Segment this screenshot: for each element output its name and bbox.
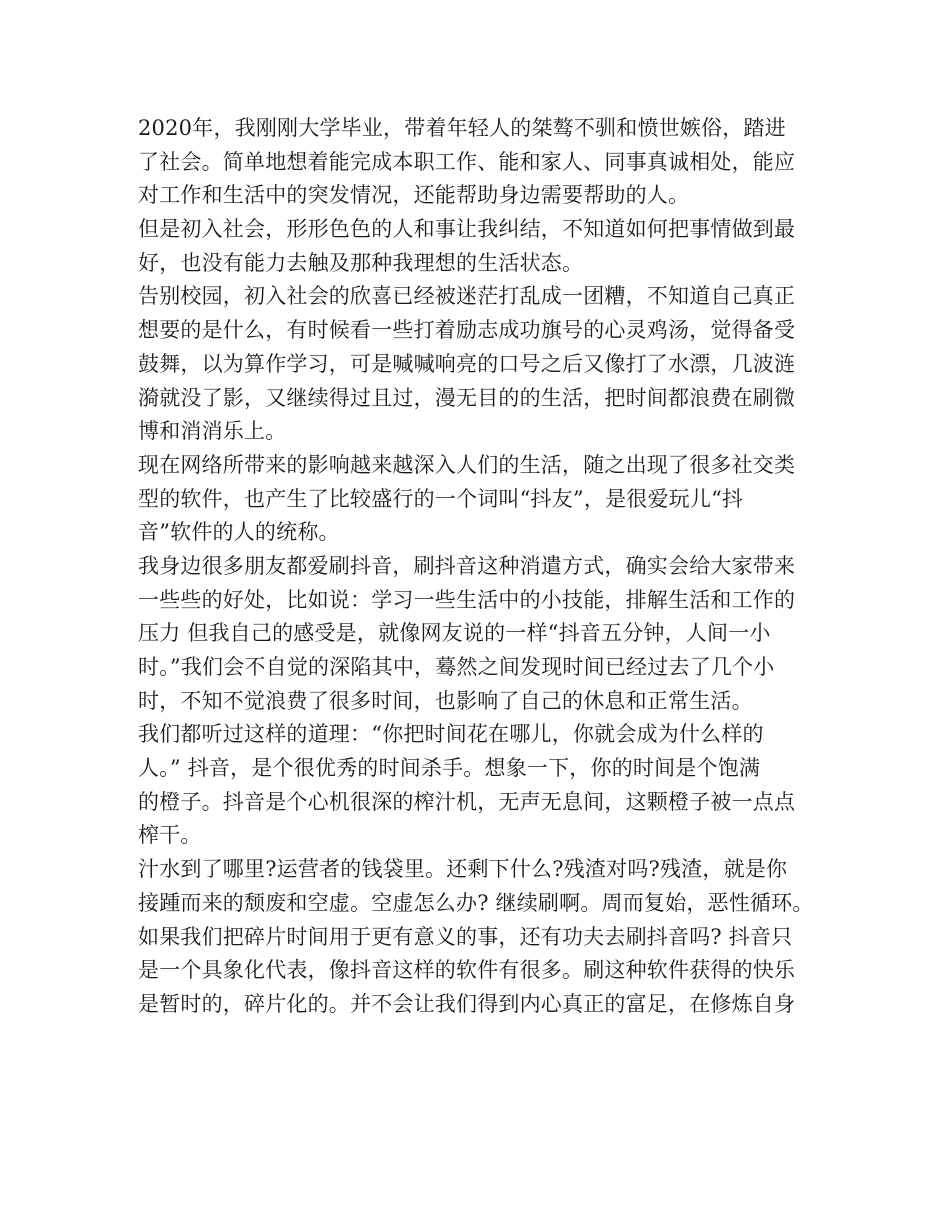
text-line: 接踵而来的颓废和空虚。空虚怎么办? 继续刷啊。周而复始，恶性循环。	[138, 890, 814, 915]
text-line: 时。”我们会不自觉的深陷其中，蓦然之间发现时间已经过去了几个小	[138, 655, 775, 679]
text-line: 汁水到了哪里?运营者的钱袋里。还剩下什么?残渣对吗?残渣，就是你	[138, 857, 788, 882]
text-line: 现在网络所带来的影响越来越深入人们的生活，随之出现了很多社交类	[138, 452, 796, 477]
text-line: 漪就没了影，又继续得过且过，漫无目的的生活，把时间都浪费在刷微	[138, 385, 796, 410]
text-line: 告别校园，初入社会的欣喜已经被迷茫打乱成一团糟，不知道自己真正	[138, 284, 796, 309]
text-line: 榨干。	[138, 823, 202, 848]
text-line: 了社会。简单地想着能完成本职工作、能和家人、同事真诚相处，能应	[138, 149, 796, 174]
text-line: 如果我们把碎片时间用于更有意义的事，还有功夫去刷抖音吗? 抖音只	[138, 924, 793, 949]
text-line: 时，不知不觉浪费了很多时间，也影响了自己的休息和正常生活。	[138, 688, 753, 713]
article-body	[138, 112, 828, 1022]
text-line: 一些些的好处，比如说：学习一些生活中的小技能，排解生活和工作的	[138, 587, 796, 612]
text-line: 对工作和生活中的突发情况，还能帮助身边需要帮助的人。	[138, 183, 690, 208]
text-line: 是一个具象化代表，像抖音这样的软件有很多。刷这种软件获得的快乐	[138, 958, 796, 983]
text-line: 想要的是什么，有时候看一些打着励志成功旗号的心灵鸡汤，觉得备受	[138, 318, 796, 343]
text-line: 型的软件，也产生了比较盛行的一个词叫“抖友”，是很爱玩儿“抖	[138, 486, 744, 511]
text-line: 鼓舞，以为算作学习，可是喊喊响亮的口号之后又像打了水漂，几波涟	[138, 351, 796, 376]
text-line: 博和消消乐上。	[138, 419, 287, 444]
text-line: 我身边很多朋友都爱刷抖音，刷抖音这种消遣方式，确实会给大家带来	[138, 553, 796, 578]
text-line: 我们都听过这样的道理：“你把时间花在哪儿，你就会成为什么样的	[138, 722, 764, 747]
text-line: 好，也没有能力去触及那种我理想的生活状态。	[138, 250, 584, 275]
text-line: 2020年，我刚刚大学毕业，带着年轻人的桀骜不驯和愤世嫉俗，踏进	[138, 116, 786, 140]
text-line: 音”软件的人的统称。	[138, 520, 340, 545]
text-line: 是暂时的，碎片化的。并不会让我们得到内心真正的富足，在修炼自身	[138, 991, 796, 1016]
text-line: 的橙子。抖音是个心机很深的榨汁机，无声无息间，这颗橙子被一点点	[138, 789, 796, 814]
text-line: 但是初入社会，形形色色的人和事让我纠结，不知道如何把事情做到最	[138, 217, 796, 242]
text-line: 压力 但我自己的感受是，就像网友说的一样“抖音五分钟，人间一小	[138, 621, 771, 646]
text-line: 人。” 抖音，是个很优秀的时间杀手。想象一下，你的时间是个饱满	[138, 756, 761, 781]
